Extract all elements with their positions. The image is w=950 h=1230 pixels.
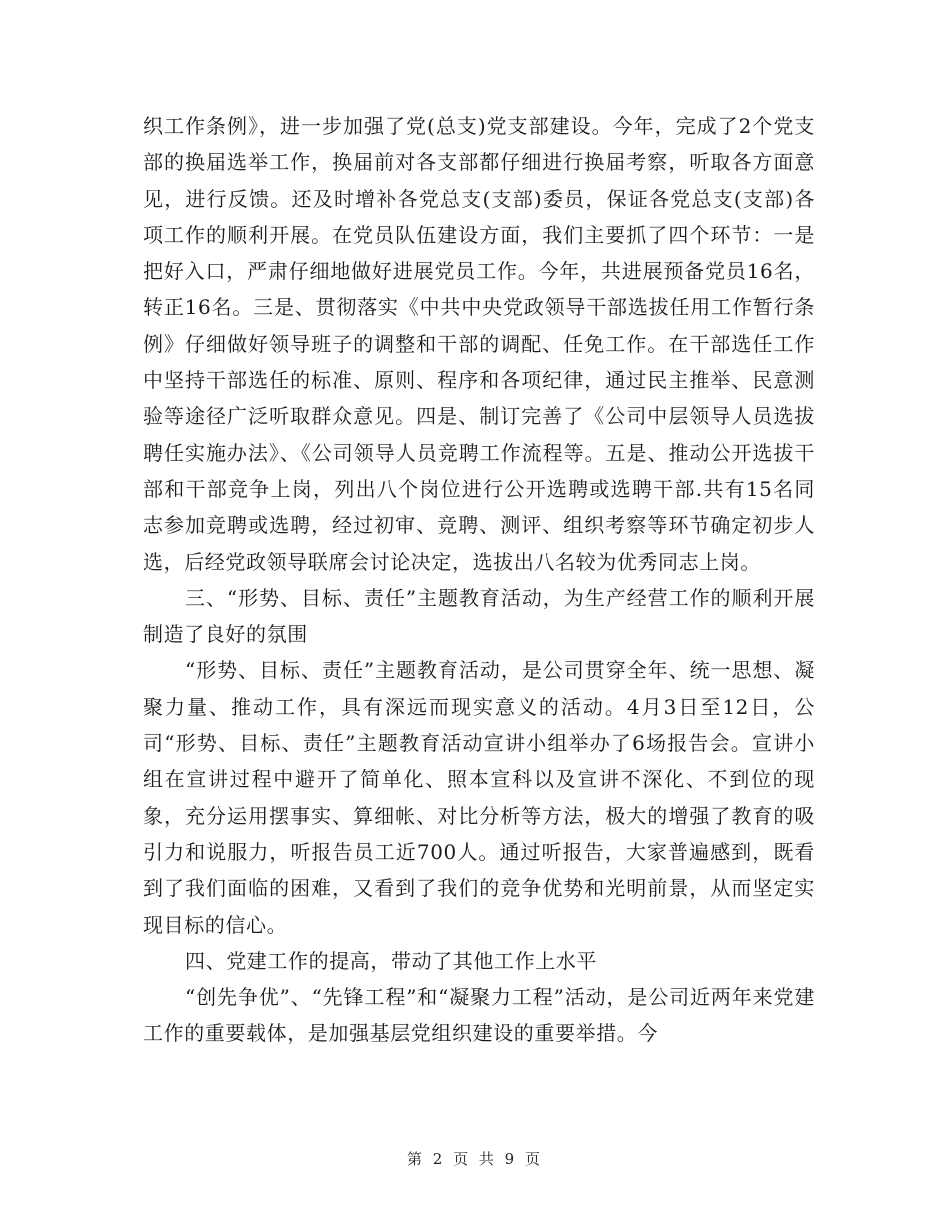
paragraph-party-branch-building: 织工作条例》，进一步加强了党(总支)党支部建设。今年，完成了2个党支部的换届选举工作，换届前对各支部都仔细进行换届考察，听取各方面意见，进行反馈。还及时增补各党总支(支部)委员，保证各党总支(支部)各项工作的顺利开展。在党员队伍建设方面，我们主要抓了四个环节：一是把好入口，严肃仔细地做好进展党员工作。今年，共进展预备党员16名，转正16名。三是、贯彻落实《中共中央党政领导干部选拔任用工作暂行条例》仔细做好领导班子的调整和干部的调配、任免工作。在干部选任工作中坚持干部选任的标准、原则、程序和各项纪律，通过民主推举、民意测验等途径广泛听取群众意见。四是、制订完善了《公司中层领导人员选拔聘任实施办法》、《公司领导人员竞聘工作流程等。五是、推动公开选拔干部和干部竞争上岗，列出八个岗位进行公开选聘或选聘干部.共有15名同志参加竞聘或选聘，经过初审、竞聘、测评、组织考察等环节确定初步人选，后经党政领导联席会讨论决定，选拔出八名较为优秀同志上岗。 — [143, 114, 815, 574]
paragraph-excellence-campaign: “创先争优”、“先锋工程”和“凝聚力工程”活动，是公司近两年来党建工作的重要载体，是加强基层党组织建设的重要举措。今 — [143, 985, 815, 1046]
heading-section-three: 三、“形势、目标、责任”主题教育活动，为生产经营工作的顺利开展制造了良好的氛围 — [143, 585, 815, 647]
paragraph-theme-education: “形势、目标、责任”主题教育活动，是公司贯穿全年、统一思想、凝聚力量、推动工作，具有深远而现实意义的活动。4月3日至12日，公司“形势、目标、责任”主题教育活动宣讲小组举办了6场报告会。宣讲小组在宣讲过程中避开了简单化、照本宣科以及宣讲不深化、不到位的现象，充分运用摆事实、算细帐、对比分析等方法，极大的增强了教育的吸引力和说服力，听报告员工近700人。通过听报告，大家普遍感到，既看到了我们面临的困难，又看到了我们的竞争优势和光明前景，从而坚定实现目标的信心。 — [143, 658, 815, 937]
document-body — [143, 108, 815, 1052]
page-number-footer: 第 2 页 共 9 页 — [407, 1150, 543, 1168]
heading-section-four: 四、党建工作的提高，带动了其他工作上水平 — [185, 948, 597, 973]
